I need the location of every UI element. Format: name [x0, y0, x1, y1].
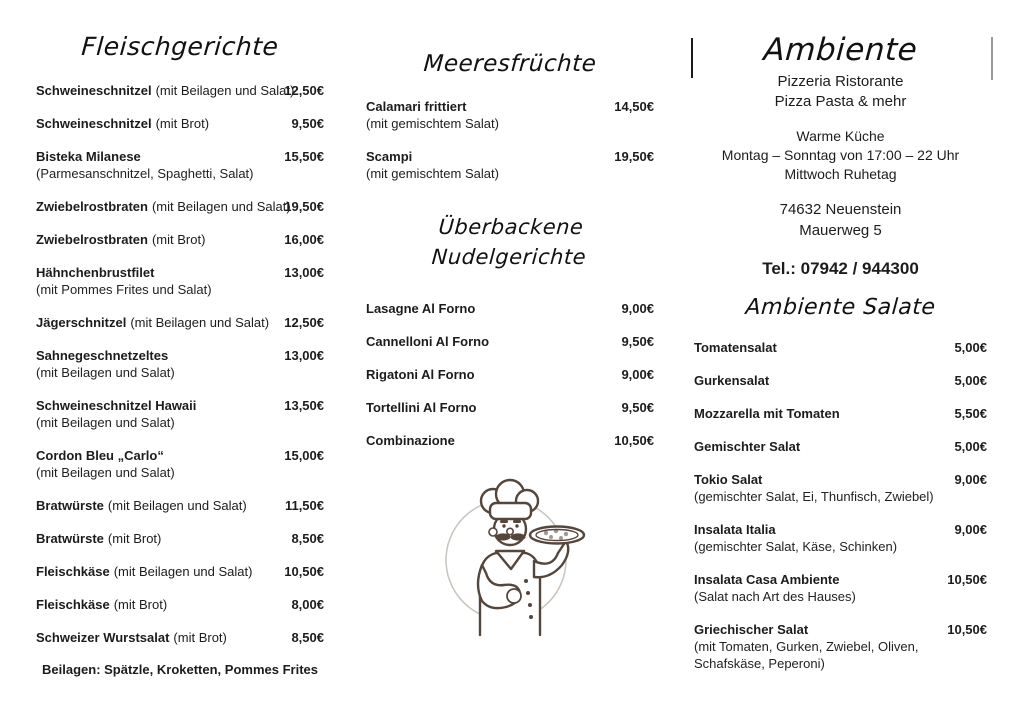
column-middle [366, 50, 654, 637]
menu-item-name: Gemischter Salat [694, 439, 801, 454]
menu-item [36, 347, 324, 381]
menu-item-row [366, 333, 654, 350]
menu-item-price: 12,50€ [284, 315, 324, 330]
menu-item [366, 300, 654, 317]
address-line-2: Mauerweg 5 [799, 222, 882, 239]
menu-item-row [366, 366, 654, 383]
menu-item-name: Insalata Casa Ambiente [694, 572, 840, 587]
menu-item [694, 438, 987, 455]
menu-item-note: (mit Beilagen und Salat) [130, 315, 270, 330]
menu-item-row [694, 521, 987, 538]
menu-item-label [36, 115, 209, 132]
menu-item-name: Tortellini Al Forno [366, 400, 477, 415]
menu-item [36, 596, 324, 613]
menu-item-description: (mit gemischtem Salat) [366, 116, 499, 131]
menu-item-description: (Salat nach Art des Hauses) [694, 589, 856, 604]
menu-item-description: (mit Beilagen und Salat) [36, 415, 175, 430]
menu-item-name: Calamari frittiert [366, 99, 467, 114]
menu-item [36, 82, 324, 99]
section-title-fleischgerichte: Fleischgerichte [80, 32, 280, 61]
menu-item-label [694, 571, 839, 588]
menu-item-name: Gurkensalat [694, 373, 770, 388]
menu-item-note: (mit Beilagen und Salat) [155, 83, 295, 98]
menu-item-row [36, 497, 324, 514]
menu-item-price: 16,00€ [284, 232, 324, 247]
section-title-salate: Ambiente Salate [744, 295, 937, 320]
menu-item-row [36, 148, 324, 165]
menu-item-row [694, 372, 987, 389]
menu-item [366, 148, 654, 182]
menu-item-price: 10,50€ [614, 433, 654, 448]
menu-item-row [36, 347, 324, 364]
menu-item-row [694, 405, 987, 422]
menu-item-price: 15,00€ [284, 448, 324, 463]
menu-item [366, 366, 654, 383]
menu-item-row [694, 571, 987, 588]
menu-item-name: Mozzarella mit Tomaten [694, 406, 840, 421]
menu-item-label [36, 198, 291, 215]
menu-item-row [36, 231, 324, 248]
divider-right [991, 37, 993, 80]
menu-item-name: Lasagne Al Forno [366, 301, 476, 316]
menu-item-price: 5,00€ [954, 373, 987, 388]
menu-item-price: 9,00€ [621, 301, 654, 316]
menu-item-price: 9,00€ [954, 472, 987, 487]
menu-item-label [366, 148, 412, 165]
menu-item-name: Schweineschnitzel [36, 116, 152, 131]
menu-item [36, 447, 324, 481]
menu-item-row [36, 82, 324, 99]
hours-line: Montag – Sonntag von 17:00 – 22 Uhr [721, 147, 960, 163]
menu-item-row [36, 198, 324, 215]
menu-item [694, 471, 987, 505]
menu-item [694, 621, 987, 672]
menu-item-label [36, 447, 164, 464]
menu-item-label [36, 314, 269, 331]
menu-item [366, 98, 654, 132]
menu-item-row [36, 563, 324, 580]
menu-item [36, 231, 324, 248]
menu-item-row [36, 314, 324, 331]
column-fleischgerichte [36, 30, 324, 677]
menu-item-name: Schweizer Wurstsalat [36, 630, 170, 645]
menu-item-label [36, 563, 252, 580]
menu-item [366, 432, 654, 449]
fleischgerichte-list [36, 82, 324, 646]
menu-item-label [694, 438, 800, 455]
menu-item-name: Cordon Bleu „Carlo“ [36, 448, 164, 463]
brand-subtitle-1: Pizzeria Ristorante [777, 73, 904, 90]
menu-item-description: (gemischter Salat, Ei, Thunfisch, Zwiebel) [694, 489, 934, 504]
menu-item-row [366, 432, 654, 449]
menu-item-description: (mit Beilagen und Salat) [36, 365, 175, 380]
section-title-nudelgerichte: Überbackene Nudelgerichte [430, 215, 587, 269]
menu-item-label [366, 300, 475, 317]
menu-item-price: 13,00€ [284, 265, 324, 280]
menu-item [36, 629, 324, 646]
menu-item-price: 12,50€ [284, 83, 324, 98]
menu-item-row [36, 264, 324, 281]
menu-item-label [694, 339, 777, 356]
menu-item-name: Tokio Salat [694, 472, 763, 487]
menu-item-label [694, 521, 776, 538]
menu-item-price: 9,00€ [621, 367, 654, 382]
menu-item-row [36, 115, 324, 132]
menu-item-label [36, 596, 167, 613]
menu-item-label [366, 333, 489, 350]
menu-item [36, 198, 324, 215]
hours-title: Warme Küche [796, 128, 885, 144]
menu-item [36, 397, 324, 431]
menu-item-name: Rigatoni Al Forno [366, 367, 475, 382]
menu-item [36, 530, 324, 547]
menu-item-price: 10,50€ [947, 622, 987, 637]
menu-item-row [36, 629, 324, 646]
menu-item-description: (gemischter Salat, Käse, Schinken) [694, 539, 898, 554]
menu-item-description: (mit Tomaten, Gurken, Zwiebel, Oliven, Schafskäse, Peperoni) [694, 639, 919, 671]
menu-item-note: (mit Brot) [151, 232, 206, 247]
menu-item-price: 8,50€ [291, 630, 324, 645]
menu-item-name: Jägerschnitzel [36, 315, 127, 330]
menu-item-label [36, 82, 295, 99]
menu-item [366, 333, 654, 350]
menu-item-note: (mit Beilagen und Salat) [107, 498, 247, 513]
menu-item-price: 19,50€ [284, 199, 324, 214]
menu-item [694, 571, 987, 605]
menu-item-price: 5,00€ [954, 439, 987, 454]
menu-item-row [36, 397, 324, 414]
section-title-meeresfruechte: Meeresfrüchte [422, 51, 598, 77]
menu-item-name: Combinazione [366, 433, 455, 448]
menu-item-label [36, 530, 161, 547]
menu-item-name: Bisteka Milanese [36, 149, 141, 164]
menu-item-price: 10,50€ [947, 572, 987, 587]
menu-item [694, 405, 987, 422]
menu-item-price: 11,50€ [284, 498, 324, 513]
menu-item-name: Tomatensalat [694, 340, 777, 355]
menu-item-row [366, 98, 654, 115]
menu-item-row [366, 300, 654, 317]
menu-item-label [36, 148, 141, 165]
menu-item-price: 8,00€ [291, 597, 324, 612]
menu-item-label [36, 264, 154, 281]
menu-item-label [36, 231, 205, 248]
closed-line: Mittwoch Ruhetag [784, 166, 897, 182]
menu-item [694, 339, 987, 356]
menu-item-price: 13,50€ [284, 398, 324, 413]
menu-item-row [36, 447, 324, 464]
menu-item-name: Zwiebelrostbraten [36, 232, 148, 247]
menu-item-name: Schweineschnitzel [36, 83, 152, 98]
menu-item-label [694, 471, 762, 488]
menu-item [36, 148, 324, 182]
menu-item-description: (mit gemischtem Salat) [366, 166, 499, 181]
menu-item-row [694, 339, 987, 356]
menu-item-row [694, 621, 987, 638]
brand-subtitle-2: Pizza Pasta & mehr [774, 93, 907, 110]
menu-item [36, 115, 324, 132]
menu-item-price: 8,50€ [291, 531, 324, 546]
salate-list [694, 339, 987, 672]
menu-item-price: 9,50€ [291, 116, 324, 131]
menu-item-label [36, 397, 196, 414]
menu-item-price: 14,50€ [614, 99, 654, 114]
menu-item-price: 15,50€ [284, 149, 324, 164]
menu-item-row [694, 471, 987, 488]
menu-item [366, 399, 654, 416]
menu-item-name: Griechischer Salat [694, 622, 809, 637]
address [694, 199, 987, 241]
menu-item-label [366, 98, 466, 115]
menu-item-label [36, 629, 227, 646]
menu-item-price: 13,00€ [284, 348, 324, 363]
menu-item-note: (mit Beilagen und Salat) [151, 199, 291, 214]
menu-item-note: (mit Brot) [173, 630, 227, 645]
chef-pizza-icon [410, 465, 610, 637]
menu-item-note: (mit Brot) [107, 531, 162, 546]
menu-item-row [694, 438, 987, 455]
menu-item-note: (mit Brot) [113, 597, 168, 612]
menu-item-note: (mit Beilagen und Salat) [113, 564, 253, 579]
menu-item-description: (mit Beilagen und Salat) [36, 465, 175, 480]
menu-item-label [366, 432, 455, 449]
menu-item-label [366, 399, 477, 416]
menu-item-name: Cannelloni Al Forno [366, 334, 490, 349]
menu-item-label [694, 405, 840, 422]
menu-item-name: Zwiebelrostbraten [36, 199, 148, 214]
menu-item-label [366, 366, 475, 383]
menu-item-note: (mit Brot) [155, 116, 210, 131]
menu-item-name: Fleischkäse [36, 564, 110, 579]
menu-item-name: Schweineschnitzel Hawaii [36, 398, 197, 413]
menu-item-label [694, 372, 769, 389]
menu-item [694, 521, 987, 555]
meeresfruechte-list [366, 98, 654, 182]
menu-item-description: (mit Pommes Frites und Salat) [36, 282, 212, 297]
menu-item-name: Insalata Italia [694, 522, 776, 537]
address-line-1: 74632 Neuenstein [779, 201, 902, 218]
menu-item-label [36, 347, 168, 364]
menu-item [694, 372, 987, 389]
menu-item [36, 563, 324, 580]
menu-item-price: 10,50€ [284, 564, 324, 579]
menu-item-label [694, 621, 808, 638]
menu-item-label [36, 497, 247, 514]
menu-item-row [366, 399, 654, 416]
menu-item-row [36, 596, 324, 613]
menu-item-price: 5,00€ [954, 340, 987, 355]
menu-item-name: Bratwürste [36, 531, 104, 546]
menu-item-description: (Parmesanschnitzel, Spaghetti, Salat) [36, 166, 254, 181]
menu-item [36, 497, 324, 514]
menu-item-name: Scampi [366, 149, 413, 164]
beilagen-footer: Beilagen: Spätzle, Kroketten, Pommes Frites [42, 662, 318, 677]
nudelgerichte-list [366, 300, 654, 449]
menu-item-name: Fleischkäse [36, 597, 110, 612]
menu-item-price: 19,50€ [614, 149, 654, 164]
chef-illustration-wrap [366, 465, 654, 637]
menu-item-row [36, 530, 324, 547]
phone-number: Tel.: 07942 / 944300 [762, 259, 919, 278]
menu-item-name: Hähnchenbrustfilet [36, 265, 155, 280]
opening-hours [694, 127, 987, 184]
menu-item-price: 9,50€ [621, 400, 654, 415]
menu-item [36, 264, 324, 298]
brand-title: Ambiente [762, 32, 919, 68]
menu-item-row [366, 148, 654, 165]
menu-item [36, 314, 324, 331]
menu-item-price: 5,50€ [954, 406, 987, 421]
menu-item-name: Sahnegeschnetzeltes [36, 348, 169, 363]
column-right [694, 30, 987, 688]
menu-item-name: Bratwürste [36, 498, 104, 513]
menu-item-price: 9,00€ [954, 522, 987, 537]
menu-item-price: 9,50€ [621, 334, 654, 349]
